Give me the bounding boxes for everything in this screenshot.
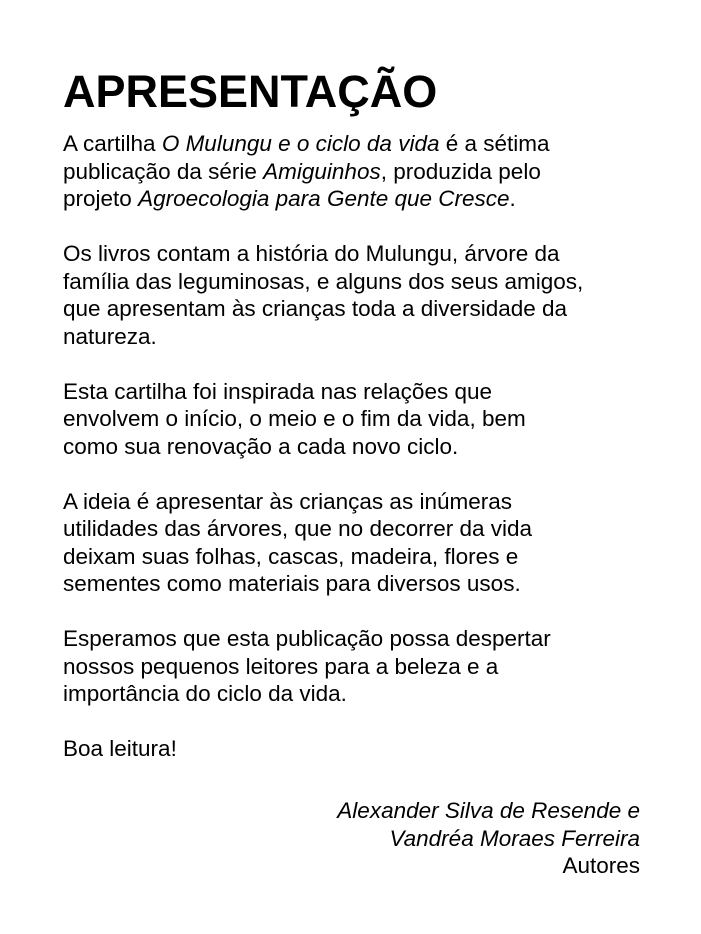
italic-text: O Mulungu e o ciclo da vida: [161, 131, 440, 156]
text-segment: família das leguminosas, e alguns dos seus amigos,: [63, 268, 584, 294]
paragraph: [63, 130, 663, 213]
text-line: [63, 268, 663, 296]
italic-text: Amiguinhos: [263, 158, 381, 184]
text-segment: envolvem o início, o meio e o fim da vida, bem: [63, 406, 526, 431]
text-line: [63, 735, 663, 763]
paragraph: [63, 488, 663, 598]
text-segment: como sua renovação a cada novo ciclo.: [63, 433, 459, 459]
page-title: APRESENTAÇÃO: [63, 66, 438, 117]
authors-role: Autores: [562, 853, 640, 878]
text-line: [63, 405, 663, 433]
text-line: [63, 185, 663, 213]
text-line: [63, 158, 663, 186]
text-line: [63, 240, 663, 268]
authors-line-1: Alexander Silva de Resende e: [337, 798, 640, 823]
text-segment: Esperamos que esta publicação possa despertar: [63, 626, 551, 651]
text-segment: nossos pequenos leitores para a beleza e a: [63, 653, 499, 679]
text-segment: projeto: [63, 186, 139, 211]
text-line: [63, 295, 663, 323]
text-line: [63, 130, 663, 158]
text-segment: , produzida pelo: [380, 158, 541, 184]
authors-line-2: Vandréa Moraes Ferreira: [389, 825, 640, 851]
text-line: [63, 543, 663, 571]
text-segment: publicação da série: [63, 158, 264, 184]
paragraph: [63, 735, 663, 763]
text-line: [63, 378, 663, 406]
text-line: [63, 570, 663, 598]
text-segment: sementes como materiais para diversos usos.: [63, 571, 521, 596]
text-segment: A cartilha: [63, 131, 162, 156]
text-segment: Esta cartilha foi inspirada nas relações que: [63, 378, 492, 404]
text-segment: Os livros contam a história do Mulungu, árvore da: [63, 241, 560, 266]
text-line: [63, 323, 663, 351]
text-segment: A ideia é apresentar às crianças as inúmeras: [63, 488, 512, 514]
text-segment: natureza.: [63, 323, 157, 349]
text-line: [63, 625, 663, 653]
text-segment: é a sétima: [439, 131, 550, 156]
paragraph: [63, 625, 663, 708]
text-segment: .: [509, 186, 516, 211]
italic-text: Agroecologia para Gente que Cresce: [138, 186, 510, 211]
signature-block: [337, 797, 640, 880]
text-segment: importância do ciclo da vida.: [63, 681, 347, 706]
text-segment: Boa leitura!: [63, 736, 177, 761]
text-line: [63, 515, 663, 543]
presentation-body: [63, 130, 663, 790]
text-segment: que apresentam às crianças toda a diversidade da: [63, 296, 568, 321]
text-segment: deixam suas folhas, cascas, madeira, flores e: [63, 543, 519, 569]
paragraph: [63, 240, 663, 350]
text-segment: utilidades das árvores, que no decorrer da vida: [63, 516, 533, 541]
paragraph: [63, 378, 663, 461]
text-line: [63, 433, 663, 461]
text-line: [63, 680, 663, 708]
text-line: [63, 488, 663, 516]
text-line: [63, 653, 663, 681]
